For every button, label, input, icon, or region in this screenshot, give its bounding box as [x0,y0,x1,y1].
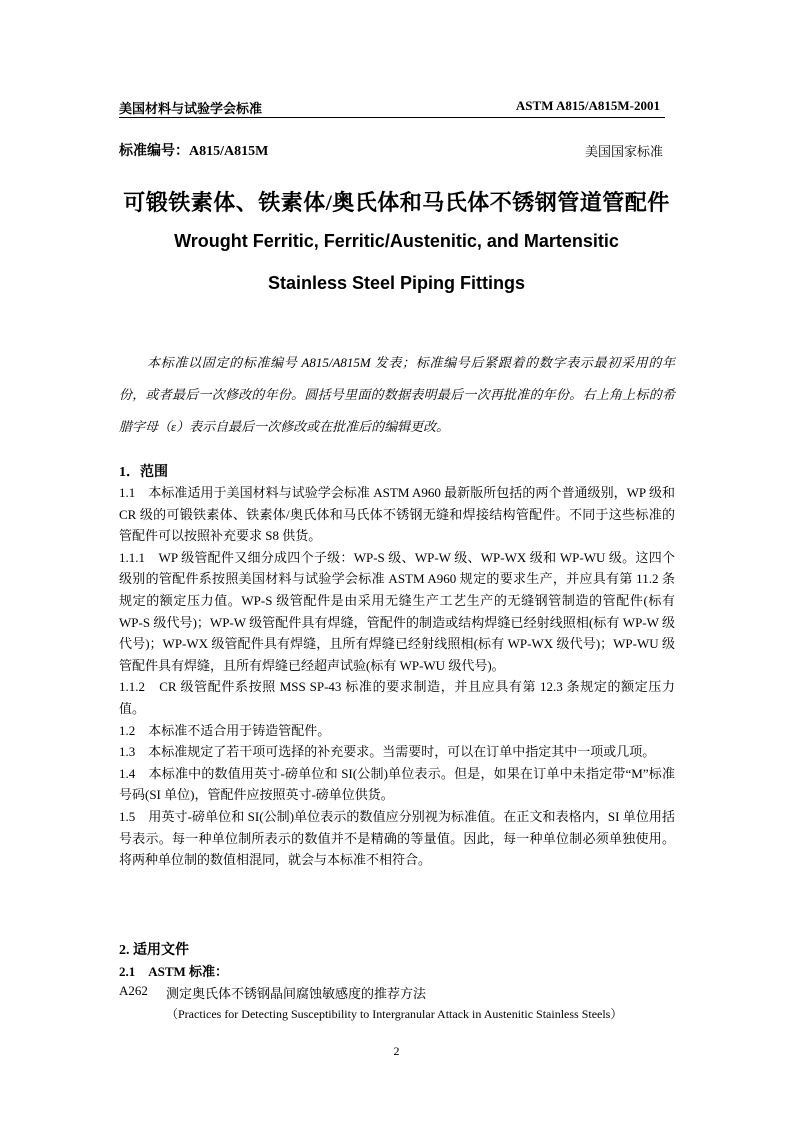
section-2-1-heading: 2.1 ASTM 标准： [119,964,229,979]
section-1-heading: 1．范围 [119,465,168,480]
header-standard-id: ASTM A815/A815M-2001 [515,98,660,113]
standard-number: 标准编号：A815/A815M [119,144,269,159]
paragraph-1-2: 1.2 本标准不适合用于铸造管配件。 [119,722,331,738]
paragraph-1-1: 1.1 本标准适用于美国材料与试验学会标准 ASTM A960 最新版所包括的两个普通级别，WP 级和 CR 级的可锻铁素体、铁素体/奥氏体和马氏体不锈钢无缝和焊接结构管配件。不同于这些标准的管配件可以按照补充要求 S8 供货。 [119,485,675,544]
title-chinese: 可锻铁素体、铁素体/奥氏体和马氏体不锈钢管道管配件 [123,190,670,215]
paragraph-1-3: 1.3 本标准规定了若干项可选择的补充要求。当需要时，可以在订单中指定其中一项或几项。 [119,744,656,760]
reference-title-cn: 测定奥氏体不锈钢晶间腐蚀敏感度的推荐方法 [166,986,427,1001]
title-english-line2: Stainless Steel Piping Fittings [267,273,526,293]
reference-code: A262 [119,983,148,998]
paragraph-1-1-1: 1.1.1 WP 级管配件又细分成四个子级：WP-S 级、WP-W 级、WP-WX 级和 WP-WU 级。这四个级别的管配件系按照美国材料与试验学会标准 ASTM A960 规定的要求生产，并应具有第 11.2 条规定的额定压力值。WP-S 级管配件是由采用无缝生产工艺生产的无缝钢管制造的管配件(标有 WP-S 级代号)；WP-W 级管配件具有焊缝，管配件的制造或结构焊缝已经射线照相(标有 WP-W 级代号)；WP-WX 级管配件具有焊缝，且所有焊缝已经射线照相(标有 WP-WX 级代号)；WP-WU 级管配件具有焊缝，且所有焊缝已经超声试验(标有 WP-WU 级代号)。 [119,549,675,673]
header-organization: 美国材料与试验学会标准 [119,101,263,116]
paragraph-1-4: 1.4 本标准中的数值用英寸-磅单位和 SI(公制)单位表示。但是，如果在订单中未指定带“M”标准号码(SI 单位)，管配件应按照英寸-磅单位供货。 [119,765,675,803]
section-2-heading: 2. 适用文件 [119,943,189,958]
header-rule [119,117,665,118]
paragraph-1-5: 1.5 用英寸-磅单位和 SI(公制)单位表示的数值应分别视为标准值。在正文和表格内，SI 单位用括号表示。每一种单位制所表示的数值并不是精确的等量值。因此，每一种单位制必须单独使用。将两种单位制的数值相混同，就会与本标准不相符合。 [119,808,675,868]
preface-note: 本标准以固定的标准编号 A815/A815M 发表；标准编号后紧跟着的数字表示最初采用的年份，或者最后一次修改的年份。圆括号里面的数据表明最后一次再批准的年份。右上角上标的希腊字母（ε）表示自最后一次修改或在批准后的编辑更改。 [119,355,675,434]
section-1-body [119,482,675,871]
reference-title-en: （Practices for Detecting Susceptibility to Intergranular Attack in Austenitic Stainless Steels） [166,1007,623,1021]
title-english-line1: Wrought Ferritic, Ferritic/Austenitic, and Martensitic [174,231,619,251]
paragraph-1-1-2: 1.1.2 CR 级管配件系按照 MSS SP-43 标准的要求制造，并且应具有第 12.3 条规定的额定压力值。 [119,679,675,716]
national-standard-label: 美国国家标准 [584,144,663,159]
page-number: 2 [393,1044,400,1058]
